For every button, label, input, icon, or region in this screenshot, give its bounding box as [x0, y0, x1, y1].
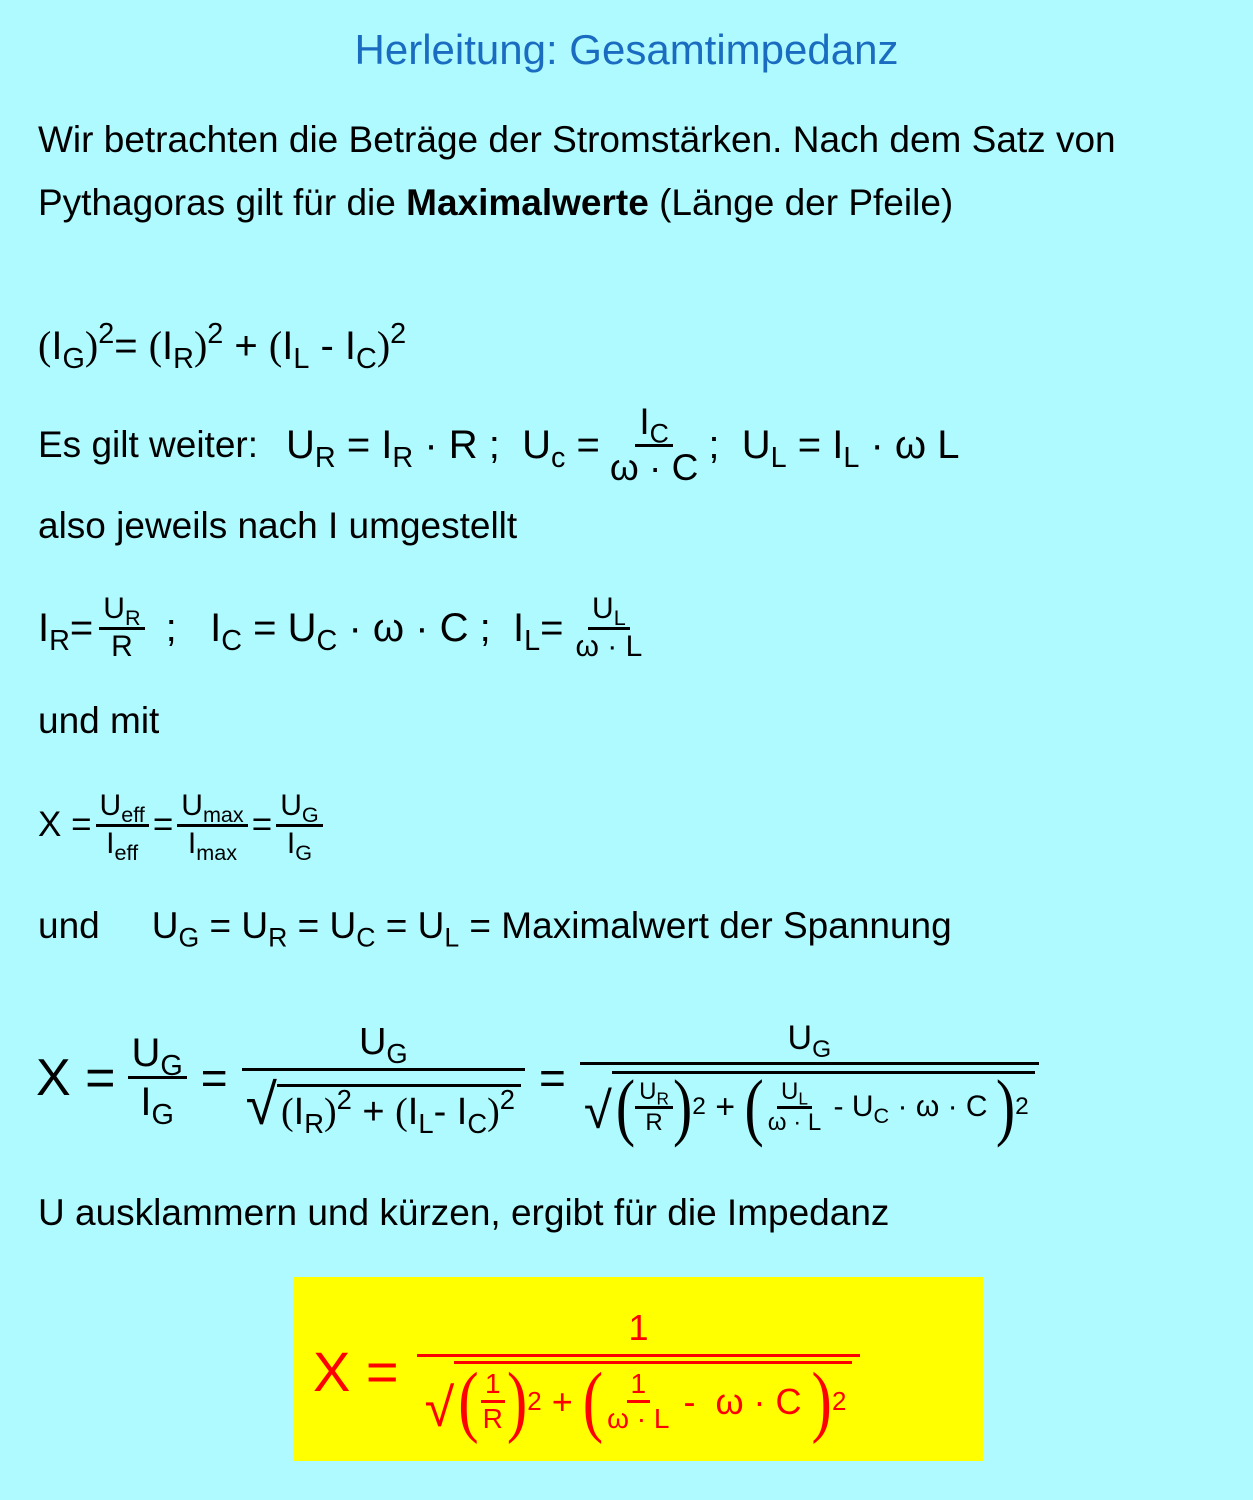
x-derivation: [36, 990, 1039, 1165]
equals-2: =: [251, 805, 273, 844]
equals-1: =: [152, 805, 174, 844]
ug-fraction: $\frac{U_G}{I_G}$: [276, 789, 322, 861]
relations-line: [38, 395, 959, 495]
ic-formula: ; $I_C = U_C \cdot \omega \cdot C$ ; $I_L=$: [154, 605, 564, 657]
ul-formula: ; $U_L = I_L \cdot \omega$ L: [708, 422, 960, 474]
intro-text-after: (Länge der Pfeile): [648, 182, 954, 223]
pythagoras-equation: $(I_G)^2= (I_R)^2 + (I_L - I_C)^2$: [38, 318, 407, 376]
ausklammern-line: U ausklammern und kürzen, ergibt für die Impedanz: [38, 1192, 890, 1233]
x-big-label: X =: [36, 1048, 116, 1107]
ug-over-ig: $\frac{U_G}{I_G}$: [128, 1030, 187, 1125]
ug-over-sqrt: $U_G$ √ $(I_R)^2 + (I_L-$ $I_C)^2$: [242, 1021, 525, 1135]
result-formula: [313, 1291, 856, 1451]
ir-fraction: $\frac{U_R}{R}$: [99, 592, 144, 664]
also-line: also jeweils nach I umgestellt: [38, 505, 518, 546]
x-label: X =: [38, 805, 92, 844]
intro-bold: Maximalwerte: [406, 182, 649, 223]
result-sqrt: √ ( 1 R ) 2 + ( 1 ω · L - ω · C ) 2: [425, 1361, 853, 1435]
x-definition: [38, 775, 327, 875]
intro-paragraph: [38, 108, 1218, 234]
es-gilt-label: Es gilt weiter:: [38, 424, 259, 465]
ir-label: $I_R=$: [38, 605, 94, 657]
result-fraction: 1 √ ( 1 R ) 2 + ( 1 ω · L - ω · C ) 2: [421, 1307, 857, 1436]
il-fraction: $\frac{U_L}{\omega \cdot L}$: [575, 592, 643, 663]
und-mit-line: und mit: [38, 700, 160, 741]
sqrt-expanded: √ ( $U_R$ R ) 2 + ( $U_L$ ω · L - $U_C \cdot \omega \cdot C$ ) 2: [584, 1071, 1035, 1136]
result-x-label: X =: [313, 1339, 399, 1403]
currents-line: [38, 583, 646, 673]
equals-3: =: [200, 1051, 228, 1104]
voltage-equalities: $U_G = U_R = U_C = U_L$: [151, 905, 460, 953]
voltage-line: [38, 905, 952, 953]
ur-formula: $U_R = I_R \cdot R$ ; $U_c$ =: [286, 422, 600, 474]
sqrt-currents: √ $(I_R)^2 + (I_L-$ $I_C)^2$: [246, 1077, 521, 1134]
intro-text-before: Wir betrachten die Beträge der Stromstärken. Nach dem Satz von Pythagoras gilt für die: [38, 119, 1116, 223]
ueff-fraction: $U_{eff}$ $I_{eff}$: [96, 789, 149, 861]
ug-over-sqrt-expanded: $U_G$ √ ( $U_R$ R ) 2 + ( $U_L$ ω · L - $U_C \cdot \omega \cdot C$ ) 2: [580, 1019, 1039, 1136]
equals-4: =: [539, 1051, 566, 1104]
und-label: und: [38, 905, 100, 946]
umax-fraction: $U_{max}$ $I_{max}$: [177, 789, 247, 861]
maximalwert-text: = Maximalwert der Spannung: [469, 905, 952, 946]
result-box: [293, 1277, 983, 1461]
uc-fraction: $\frac{I_C}{\omega \cdot C}$: [609, 400, 699, 488]
page-title: Herleitung: Gesamtimpedanz: [354, 26, 899, 73]
